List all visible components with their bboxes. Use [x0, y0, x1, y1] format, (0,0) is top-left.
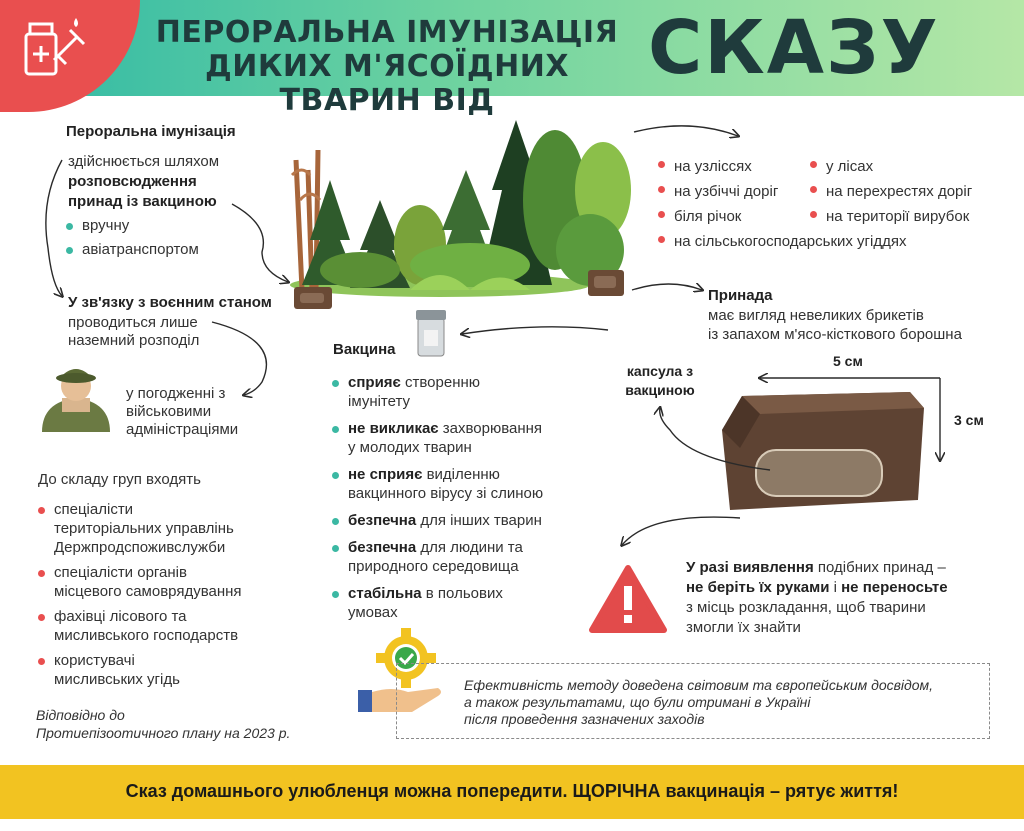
- forest-illustration: [290, 120, 631, 297]
- bait-large-illustration: [722, 392, 924, 510]
- text-distribution: розповсюдження: [68, 173, 197, 190]
- vaccine-jar-icon: [416, 310, 446, 356]
- list-item: фахівці лісового та мисливського господарств: [36, 607, 242, 645]
- groups-heading: До складу груп входять: [38, 471, 201, 488]
- footer-text: Сказ домашнього улюбленця можна попередити. ЩОРІЧНА вакцинація – рятує життя!: [125, 781, 899, 801]
- title-big: СКАЗУ: [648, 5, 940, 91]
- bait-heading: Принада: [708, 287, 773, 304]
- list-item: на узліссях: [656, 154, 907, 179]
- list-item: на території вирубок: [808, 204, 972, 229]
- vaccine-heading: Вакцина: [333, 341, 396, 358]
- list-item: не викликає захворювання у молодих тварин: [330, 419, 543, 457]
- groups-list: [36, 500, 242, 689]
- warning-text: У разі виявлення подібних принад – не беріть їх руками і не переносьте з місць розкладання, щоб тварини змогли їх знайти: [686, 559, 948, 636]
- text-only: проводиться лише: [68, 314, 198, 331]
- bait-desc-2: із запахом м'ясо-кісткового борошна: [708, 326, 962, 343]
- methods-list: [64, 216, 199, 260]
- text-war-state: У зв'язку з воєнним станом: [68, 294, 272, 311]
- list-item: авіатранспортом: [64, 240, 199, 260]
- bait-desc-1: має вигляд невеликих брикетів: [708, 307, 924, 324]
- list-item: спеціалісти органів місцевого самоврядування: [36, 563, 242, 601]
- vaccine-list: [330, 373, 543, 622]
- title-line-1: ПЕРОРАЛЬНА ІМУНІЗАЦІЯ: [155, 15, 619, 50]
- list-item: спеціалісти територіальних управлінь Держпродспоживслужби: [36, 500, 242, 557]
- list-item: не сприяє виділенню вакцинного вірусу зі слиною: [330, 465, 543, 503]
- list-item: на сільськогосподарських угіддях: [656, 229, 907, 254]
- list-item: стабільна в польових умовах: [330, 584, 543, 622]
- text-agree-1: у погодженні з: [126, 385, 226, 402]
- text-agree-2: військовими: [126, 403, 212, 420]
- list-item: вручну: [64, 216, 199, 236]
- title-line-2: ДИКИХ М'ЯСОЇДНИХ ТВАРИН ВІД: [205, 49, 569, 118]
- list-item: сприяє створенню імунітету: [330, 373, 543, 411]
- bait-brick-left: [294, 287, 332, 309]
- capsule-label: капсула з вакциною: [625, 363, 695, 398]
- text-ground-distribution: наземний розподіл: [68, 332, 200, 349]
- list-item: безпечна для людини та природного середовища: [330, 538, 543, 576]
- text-agree-3: адміністраціями: [126, 421, 239, 438]
- list-item: користувачі мисливських угідь: [36, 651, 242, 689]
- text-baits-with-vaccine: принад із вакциною: [68, 193, 217, 210]
- list-item: безпечна для інших тварин: [330, 511, 543, 530]
- bait-width-label: 5 см: [833, 353, 863, 369]
- plan-note: Відповідно до Протиепізоотичного плану на 2023 р.: [36, 707, 291, 741]
- bait-height-label: 3 см: [954, 412, 984, 428]
- efficiency-text: Ефективність методу доведена світовим та європейським досвідом, а також результатами, що були отримані в Україні після проведення зазначених заходів: [464, 677, 934, 727]
- list-item: у лісах: [808, 154, 972, 179]
- list-item: біля річок: [656, 204, 907, 229]
- heading-oral-immunization: Пероральна імунізація: [66, 123, 236, 140]
- soldier-icon: [42, 369, 110, 432]
- text-done-by: здійснюється шляхом: [68, 153, 220, 170]
- list-item: на перехрестях доріг: [808, 179, 972, 204]
- warning-icon: [592, 568, 664, 630]
- bait-brick-right: [588, 270, 624, 296]
- places-list-2: [808, 154, 972, 229]
- list-item: на узбіччі доріг: [656, 179, 907, 204]
